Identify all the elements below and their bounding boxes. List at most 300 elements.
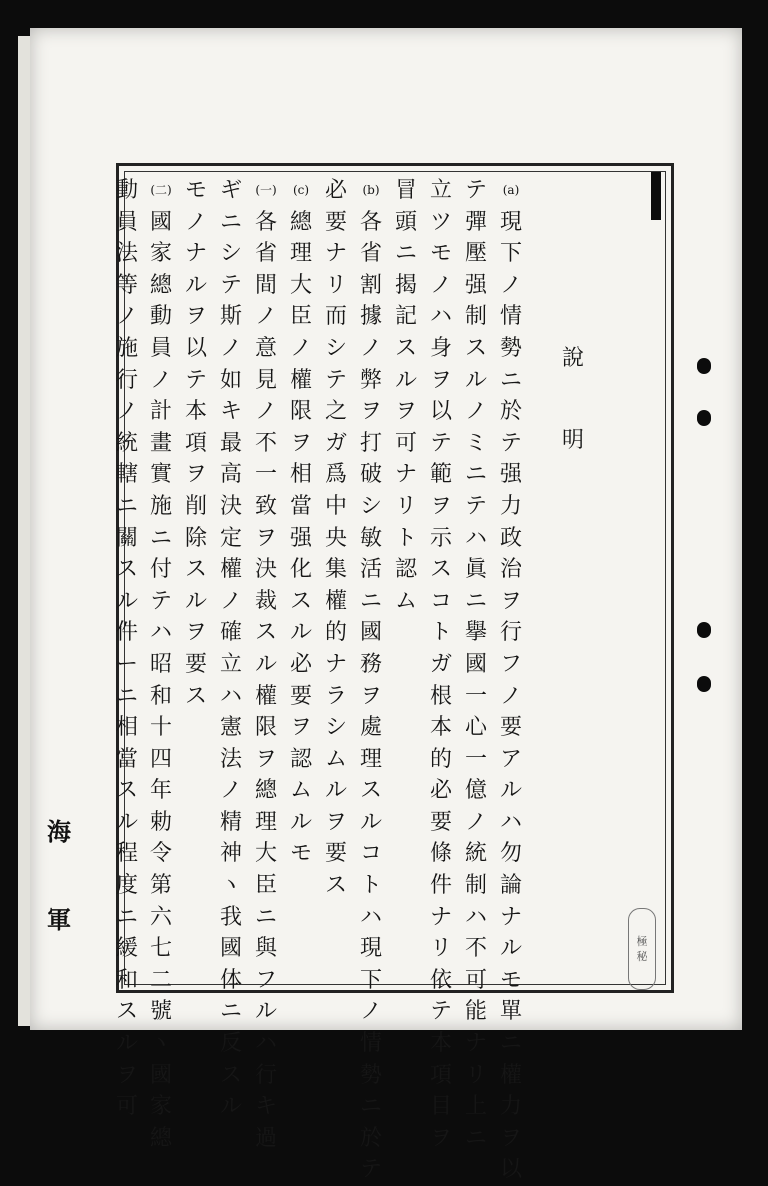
text-char: 最 — [219, 430, 242, 456]
text-char: ニ — [464, 462, 487, 488]
side-label-char: 軍 — [47, 905, 71, 934]
text-char: ノ — [115, 304, 138, 330]
text-char: 項 — [429, 1062, 452, 1088]
text-char: 範 — [429, 462, 452, 488]
text-char: ナ — [394, 462, 417, 488]
text-char: ノ — [219, 335, 242, 361]
text-char: 各 — [359, 209, 382, 235]
text-char: ス — [184, 683, 207, 709]
text-char: 根 — [429, 683, 452, 709]
text-char: テ — [149, 588, 172, 614]
text-char: ル — [359, 809, 382, 835]
text-char: 總 — [149, 1125, 172, 1151]
text-char: 各 — [254, 209, 277, 235]
text-char: ナ — [464, 1031, 487, 1057]
text-char: 的 — [324, 620, 347, 646]
text-char: 的 — [429, 746, 452, 772]
text-char: ル — [219, 1094, 242, 1120]
text-char: 中 — [324, 493, 347, 519]
text-char: 活 — [359, 557, 382, 583]
text-char: 勢 — [359, 1062, 382, 1088]
text-char: 不 — [464, 936, 487, 962]
text-char: 務 — [359, 651, 382, 677]
text-char: 而 — [324, 304, 347, 330]
text-char: ル — [289, 620, 312, 646]
text-char: ス — [184, 557, 207, 583]
text-column — [426, 175, 456, 1154]
text-char: 億 — [464, 778, 487, 804]
text-char: 認 — [289, 746, 312, 772]
text-char: 制 — [464, 873, 487, 899]
text-char: ノ — [359, 999, 382, 1025]
text-char: 政 — [499, 525, 522, 551]
text-char: ル — [499, 778, 522, 804]
text-char: 程 — [115, 841, 138, 867]
text-char: ヲ — [499, 588, 522, 614]
text-char: ノ — [289, 335, 312, 361]
stamp-char: 秘 — [636, 950, 648, 963]
text-char: 弊 — [359, 367, 382, 393]
text-char: 要 — [499, 715, 522, 741]
text-char: テ — [499, 430, 522, 456]
text-char: 体 — [219, 967, 242, 993]
text-char: 限 — [289, 399, 312, 425]
text-char: 國 — [464, 651, 487, 677]
text-char: リ — [324, 272, 347, 298]
text-char: 間 — [254, 272, 277, 298]
text-char: 現 — [359, 936, 382, 962]
text-char: ニ — [464, 588, 487, 614]
text-char: ル — [115, 588, 138, 614]
text-char: コ — [359, 841, 382, 867]
text-char: ノ — [464, 399, 487, 425]
text-column — [146, 175, 176, 1154]
text-char: ノ — [219, 588, 242, 614]
text-char: 立 — [219, 651, 242, 677]
text-char: 員 — [149, 335, 172, 361]
text-char: 權 — [499, 1062, 522, 1088]
text-char: ニ — [359, 1094, 382, 1120]
text-char: ス — [359, 778, 382, 804]
text-char: ノ — [254, 304, 277, 330]
text-char: 六 — [149, 904, 172, 930]
text-char: 大 — [289, 272, 312, 298]
text-char: ハ — [499, 809, 522, 835]
text-char: 當 — [115, 746, 138, 772]
text-char: ヽ — [149, 1031, 172, 1057]
punch-hole — [697, 622, 711, 638]
text-char: 關 — [115, 525, 138, 551]
text-char: 致 — [254, 493, 277, 519]
punch-hole — [697, 358, 711, 374]
text-char: 論 — [499, 873, 522, 899]
text-char: 記 — [394, 304, 417, 330]
text-char: 定 — [219, 525, 242, 551]
text-char: テ — [464, 493, 487, 519]
text-char: 權 — [289, 367, 312, 393]
text-char: ト — [429, 620, 452, 646]
text-char: ス — [115, 557, 138, 583]
text-char: モ — [289, 841, 312, 867]
text-char: 一 — [254, 462, 277, 488]
text-char: ス — [464, 335, 487, 361]
text-column — [286, 175, 316, 870]
text-char: 國 — [149, 209, 172, 235]
text-char: ハ — [359, 904, 382, 930]
text-char: 斯 — [219, 304, 242, 330]
text-char: フ — [254, 967, 277, 993]
text-char: テ — [184, 367, 207, 393]
text-char: シ — [324, 715, 347, 741]
punch-hole — [651, 172, 661, 220]
text-char: ナ — [499, 904, 522, 930]
text-char: ル — [115, 1031, 138, 1057]
text-char: ナ — [429, 904, 452, 930]
text-char: 壓 — [464, 241, 487, 267]
text-char: ガ — [324, 430, 347, 456]
text-char: 於 — [499, 399, 522, 425]
text-char: 家 — [149, 1094, 172, 1120]
text-char: 以 — [499, 1157, 522, 1183]
text-char: ル — [184, 588, 207, 614]
text-char: 可 — [464, 967, 487, 993]
text-char: 四 — [149, 746, 172, 772]
text-char: 頭 — [394, 209, 417, 235]
text-char: 緩 — [115, 936, 138, 962]
text-char: モ — [184, 178, 207, 203]
text-char: コ — [429, 588, 452, 614]
text-char: 號 — [149, 999, 172, 1025]
text-char: 現 — [499, 209, 522, 235]
text-char: 意 — [254, 335, 277, 361]
text-char: 七 — [149, 936, 172, 962]
text-char: 權 — [254, 683, 277, 709]
text-char: ヲ — [324, 809, 347, 835]
text-char: ト — [394, 525, 417, 551]
text-char: ヲ — [394, 399, 417, 425]
text-char: 力 — [499, 493, 522, 519]
text-char: 認 — [394, 557, 417, 583]
text-char: 省 — [254, 241, 277, 267]
text-char: ム — [289, 778, 312, 804]
text-char: 彈 — [464, 209, 487, 235]
text-char: 一 — [464, 746, 487, 772]
text-char: 權 — [324, 588, 347, 614]
text-char: ノ — [359, 335, 382, 361]
text-char: (一) — [255, 183, 277, 197]
text-char: テ — [429, 430, 452, 456]
text-char: ノ — [499, 683, 522, 709]
text-char: ア — [499, 746, 522, 772]
text-char: 理 — [289, 241, 312, 267]
text-char: 處 — [359, 715, 382, 741]
text-char: (c) — [292, 183, 310, 197]
side-label — [44, 788, 74, 964]
text-char: 示 — [429, 525, 452, 551]
text-char: 臣 — [254, 873, 277, 899]
text-column — [461, 175, 491, 1154]
text-char: ノ — [184, 209, 207, 235]
text-char: 付 — [149, 557, 172, 583]
text-char: 本 — [429, 1031, 452, 1057]
text-char: シ — [219, 241, 242, 267]
text-char: テ — [324, 367, 347, 393]
text-char: 於 — [359, 1125, 382, 1151]
text-char: 必 — [324, 178, 347, 203]
text-char: 法 — [219, 746, 242, 772]
text-char: ハ — [254, 1031, 277, 1057]
text-char: キ — [219, 399, 242, 425]
text-char: 除 — [184, 525, 207, 551]
text-char: シ — [324, 335, 347, 361]
text-char: 身 — [429, 335, 452, 361]
text-char: ノ — [254, 399, 277, 425]
text-char: 擧 — [464, 620, 487, 646]
text-char: 要 — [324, 841, 347, 867]
text-char: 强 — [289, 525, 312, 551]
text-char: 可 — [115, 1094, 138, 1120]
text-char: ノ — [149, 367, 172, 393]
text-char: 裁 — [254, 588, 277, 614]
text-char: 和 — [115, 967, 138, 993]
text-char: ニ — [149, 525, 172, 551]
text-char: 和 — [149, 683, 172, 709]
text-char: テ — [464, 178, 487, 203]
text-char: ガ — [429, 651, 452, 677]
text-char: 要 — [184, 651, 207, 677]
text-char: ス — [324, 873, 347, 899]
text-char: 省 — [359, 241, 382, 267]
text-char: ハ — [149, 620, 172, 646]
text-char: ル — [115, 809, 138, 835]
text-char: ナ — [184, 241, 207, 267]
text-char: ノ — [499, 272, 522, 298]
text-char: 勢 — [499, 335, 522, 361]
text-char: ノ — [219, 778, 242, 804]
text-char: 反 — [219, 1031, 242, 1057]
text-char: 相 — [115, 715, 138, 741]
text-char: ナ — [324, 651, 347, 677]
text-char: 施 — [149, 493, 172, 519]
text-char: 昭 — [149, 651, 172, 677]
text-char: 眞 — [464, 557, 487, 583]
text-char: 目 — [429, 1094, 452, 1120]
text-char: ギ — [219, 178, 242, 203]
punch-hole — [697, 410, 711, 426]
text-char: ル — [464, 367, 487, 393]
text-char: ニ — [115, 904, 138, 930]
text-column — [391, 175, 421, 617]
text-char: (二) — [150, 183, 172, 197]
text-char: 爲 — [324, 462, 347, 488]
text-char: ル — [254, 651, 277, 677]
text-column — [181, 175, 211, 712]
text-char: 總 — [149, 272, 172, 298]
text-char: (b) — [362, 183, 380, 197]
text-char: 十 — [149, 715, 172, 741]
text-char: 決 — [254, 557, 277, 583]
text-char: 相 — [289, 462, 312, 488]
text-char: ス — [115, 999, 138, 1025]
text-char: 畫 — [149, 430, 172, 456]
text-char: 要 — [289, 683, 312, 709]
text-char: 立 — [429, 178, 452, 203]
text-char: ー — [115, 651, 138, 677]
text-column — [112, 175, 142, 1123]
text-char: 國 — [149, 1062, 172, 1088]
text-char: 件 — [429, 873, 452, 899]
text-char: ヲ — [289, 430, 312, 456]
text-column — [356, 175, 386, 1186]
text-char: 憲 — [219, 715, 242, 741]
stamp-char: 極 — [636, 935, 648, 948]
text-char: ハ — [219, 683, 242, 709]
text-char: テ — [359, 1157, 382, 1183]
text-char: 必 — [289, 651, 312, 677]
text-char: 行 — [254, 1062, 277, 1088]
text-char: 動 — [115, 178, 138, 203]
text-char: 當 — [289, 493, 312, 519]
text-char: 過 — [254, 1125, 277, 1151]
text-char: ニ — [219, 999, 242, 1025]
text-char: 削 — [184, 493, 207, 519]
text-char: 制 — [464, 304, 487, 330]
text-char: 如 — [219, 367, 242, 393]
text-char: ラ — [324, 683, 347, 709]
text-char: ニ — [359, 588, 382, 614]
text-char: 計 — [149, 399, 172, 425]
text-char: 情 — [499, 304, 522, 330]
heading-char: 明 — [561, 427, 584, 453]
text-char: ノ — [429, 272, 452, 298]
text-column — [251, 175, 281, 1154]
text-char: ノ — [115, 399, 138, 425]
text-char: 下 — [359, 967, 382, 993]
text-char: ヲ — [499, 1125, 522, 1151]
text-char: 治 — [499, 557, 522, 583]
text-char: ノ — [464, 809, 487, 835]
text-char: 行 — [499, 620, 522, 646]
text-char: 可 — [394, 430, 417, 456]
text-char: ヲ — [115, 1062, 138, 1088]
text-char: 强 — [464, 272, 487, 298]
text-char: 高 — [219, 462, 242, 488]
text-char: 勿 — [499, 841, 522, 867]
text-char: リ — [464, 1062, 487, 1088]
text-char: ヲ — [429, 493, 452, 519]
text-char: 要 — [429, 809, 452, 835]
text-char: ヲ — [184, 304, 207, 330]
text-char: ツ — [429, 209, 452, 235]
text-char: 力 — [499, 1094, 522, 1120]
text-char: 精 — [219, 809, 242, 835]
text-char: ヲ — [289, 715, 312, 741]
text-char: 度 — [115, 873, 138, 899]
text-char: 破 — [359, 462, 382, 488]
text-char: ニ — [115, 683, 138, 709]
text-char: 揭 — [394, 272, 417, 298]
text-char: 本 — [184, 399, 207, 425]
text-char: 要 — [324, 209, 347, 235]
text-char: 員 — [115, 209, 138, 235]
text-char: 等 — [115, 272, 138, 298]
text-char: ス — [115, 778, 138, 804]
text-char: ル — [499, 936, 522, 962]
text-char: ナ — [324, 241, 347, 267]
text-char: ト — [359, 873, 382, 899]
text-char: 集 — [324, 557, 347, 583]
text-column — [216, 175, 246, 1123]
text-char: 我 — [219, 904, 242, 930]
text-char: ス — [429, 557, 452, 583]
text-char: テ — [219, 272, 242, 298]
text-char: ル — [254, 999, 277, 1025]
text-char: ニ — [464, 1125, 487, 1151]
text-char: モ — [499, 967, 522, 993]
text-char: ヲ — [359, 683, 382, 709]
text-char: 法 — [115, 241, 138, 267]
side-label-char: 海 — [47, 817, 71, 846]
text-char: ヽ — [219, 873, 242, 899]
text-char: 總 — [289, 209, 312, 235]
text-char: モ — [429, 241, 452, 267]
text-char: 行 — [115, 367, 138, 393]
text-char: 勅 — [149, 809, 172, 835]
text-char: フ — [499, 651, 522, 677]
text-char: 限 — [254, 715, 277, 741]
text-char: ヲ — [254, 525, 277, 551]
text-char: ヲ — [254, 746, 277, 772]
text-char: リ — [394, 493, 417, 519]
text-char: ニ — [219, 209, 242, 235]
section-heading — [558, 343, 588, 456]
text-char: ハ — [464, 904, 487, 930]
text-char: 轄 — [115, 462, 138, 488]
text-char: リ — [429, 936, 452, 962]
text-char: 必 — [429, 778, 452, 804]
text-char: 國 — [359, 620, 382, 646]
text-char: 上 — [464, 1094, 487, 1120]
document-page — [30, 28, 742, 1183]
text-char: 第 — [149, 873, 172, 899]
text-char: ヲ — [429, 1125, 452, 1151]
text-char: 臣 — [289, 304, 312, 330]
text-char: 敏 — [359, 525, 382, 551]
text-column — [321, 175, 351, 902]
text-char: 條 — [429, 841, 452, 867]
text-char: ル — [394, 367, 417, 393]
text-char: 國 — [219, 936, 242, 962]
text-char: 神 — [219, 841, 242, 867]
text-char: 動 — [149, 304, 172, 330]
text-char: 央 — [324, 525, 347, 551]
text-char: 決 — [219, 493, 242, 519]
text-char: ミ — [464, 430, 487, 456]
text-char: 單 — [499, 999, 522, 1025]
text-char: 件 — [115, 620, 138, 646]
text-char: 下 — [499, 241, 522, 267]
text-char: テ — [429, 999, 452, 1025]
text-char: 一 — [464, 683, 487, 709]
text-char: 施 — [115, 335, 138, 361]
text-char: 據 — [359, 304, 382, 330]
text-char: 確 — [219, 620, 242, 646]
text-char: 家 — [149, 241, 172, 267]
text-char: ス — [289, 588, 312, 614]
text-char: ム — [324, 746, 347, 772]
text-char: 統 — [464, 841, 487, 867]
text-char: ハ — [429, 304, 452, 330]
